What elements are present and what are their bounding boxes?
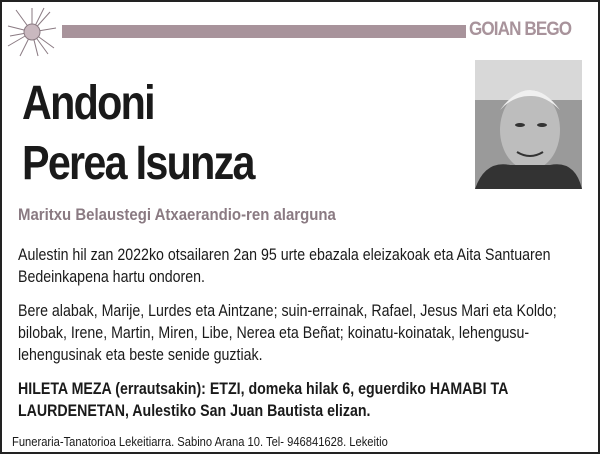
- funeral-home-footer: Funeraria-Tanatorioa Lekeitiarra. Sabino Arana 10. Tel- 946841628. Lekeitio: [12, 434, 388, 449]
- death-announcement: Aulestin hil zan 2022ko otsailaren 2an 95 urte ebazala eleizakoak eta Aita Santuaren Bedeinkapena hartu ondoren.: [18, 246, 551, 286]
- brand-title: GOIAN BEGO: [469, 19, 572, 40]
- deceased-first-name: Andoni: [22, 77, 154, 130]
- spouse-subtitle: Maritxu Belaustegi Atxaerandio-ren alarguna: [18, 205, 336, 224]
- header-bar: [62, 25, 466, 38]
- portrait-photo: [475, 60, 582, 189]
- thistle-flower-logo-icon: [6, 6, 58, 58]
- funeral-details: HILETA MEZA (errautsakin): ETZI, domeka hilak 6, eguerdiko HAMABI TA LAURDENETAN, Aulestiko San Juan Bautista elizan.: [18, 380, 508, 420]
- deceased-surname: Perea Isunza: [22, 137, 254, 190]
- family-list: Bere alabak, Marije, Lurdes eta Aintzane; suin-errainak, Rafael, Jesus Mari eta Koldo; bilobak, Irene, Martin, Miren, Libe, Nerea eta Beñat; koinatu-koinatak, lehengusu-lehengusinak eta beste senide guztiak.: [18, 302, 557, 364]
